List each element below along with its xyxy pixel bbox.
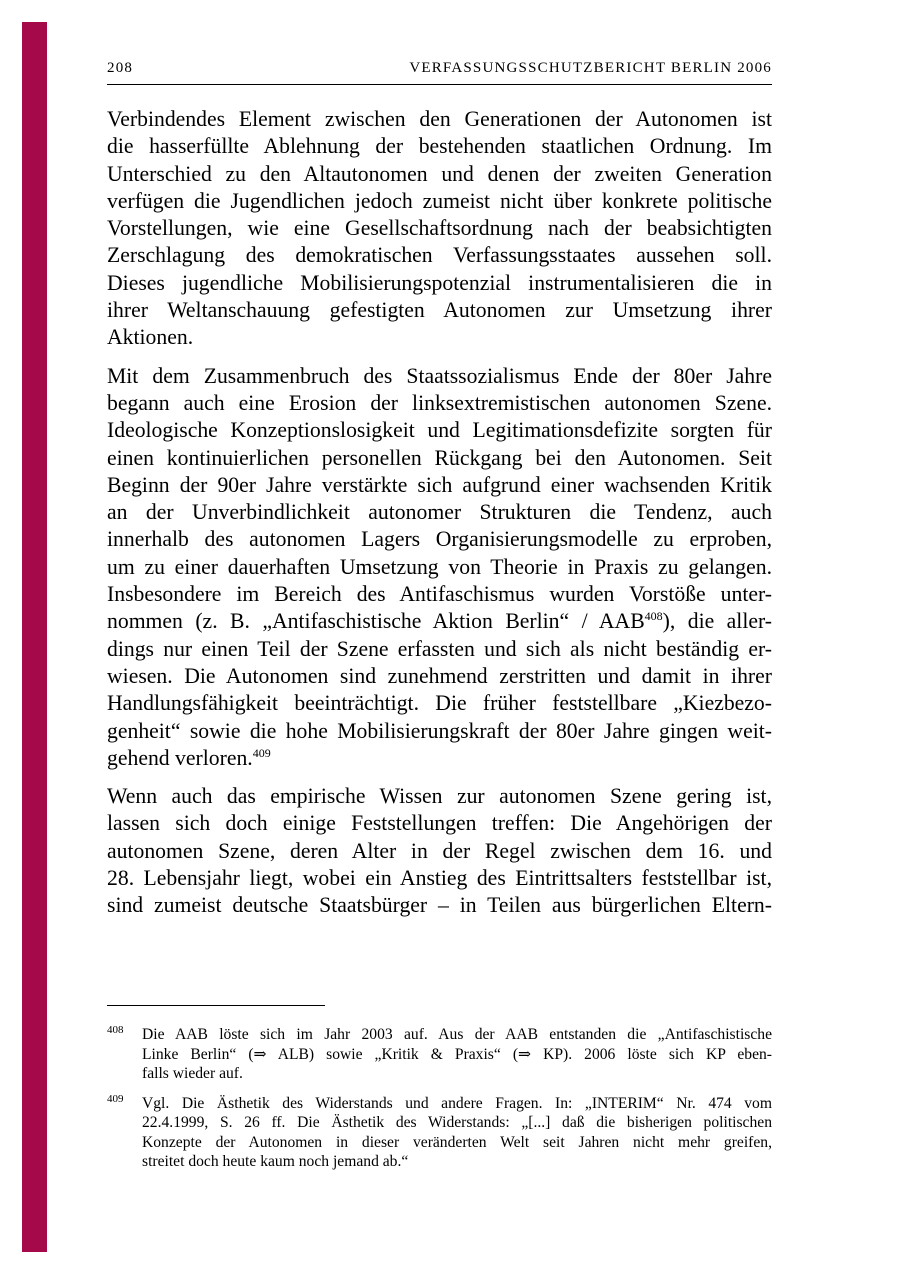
header-title: VERFASSUNGSSCHUTZBERICHT BERLIN 2006 [409, 60, 772, 76]
text-line: Mit dem Zusammenbruch des Staatssozialismus Ende der 80er Jahre [107, 363, 772, 388]
footnote-separator [107, 1005, 325, 1006]
text-line: um zu einer dauerhaften Umsetzung von Theorie in Praxis zu gelangen. [107, 554, 772, 579]
text-line [107, 608, 772, 635]
text-line: einen kontinuierlichen personellen Rückgang bei den Autonomen. Seit [107, 445, 772, 470]
text-line: Ideologische Konzeptionslosigkeit und Legitimationsdefizite sorgten für [107, 418, 772, 443]
text-line: ihrer Weltanschauung gefestigten Autonomen zur Umsetzung ihrer [107, 298, 772, 323]
paragraph-2 [107, 363, 772, 772]
text-line: sind zumeist deutsche Staatsbürger – in Teilen aus bürgerlichen Eltern- [107, 893, 772, 918]
text-line: lassen sich doch einige Feststellungen treffen: Die Angehörigen der [107, 811, 772, 836]
text-line: Verbindendes Element zwischen den Generationen der Autonomen ist [107, 107, 772, 131]
paragraph-3 [107, 783, 772, 919]
text-line: wiesen. Die Autonomen sind zunehmend zerstritten und damit in ihrer [107, 663, 772, 688]
footnote-ref-408: 408 [644, 609, 663, 624]
text-line: Unterschied zu den Altautonomen und denen der zweiten Generation [107, 161, 772, 186]
page-number: 208 [107, 60, 134, 76]
footnote-number: 409 [107, 1092, 124, 1105]
text-line: Beginn der 90er Jahre verstärkte sich aufgrund einer wachsenden Kritik [107, 472, 772, 497]
footnote-408 [107, 1025, 772, 1084]
header-rule [107, 84, 772, 85]
footnote-409 [107, 1094, 772, 1172]
footnote-number: 408 [107, 1024, 124, 1036]
body-text [107, 106, 772, 931]
text-segment: nommen (z. B. „Antifaschistische Aktion Berlin“ / AAB [107, 609, 645, 634]
text-line: an der Unverbindlichkeit autonomer Strukturen die Tendenz, auch [107, 500, 772, 525]
text-line: Handlungsfähigkeit beeinträchtigt. Die früher feststellbare „Kiezbezo- [107, 691, 772, 716]
text-line: Wenn auch das empirische Wissen zur autonomen Szene gering ist, [107, 784, 772, 809]
footnote-line: Konzepte der Autonomen in dieser veränderten Welt seit Jahren nicht mehr greifen, [142, 1133, 772, 1151]
text-line: Insbesondere im Bereich des Antifaschismus wurden Vorstöße unter- [107, 582, 772, 607]
chapter-color-bar [22, 22, 47, 1252]
text-line: 28. Lebensjahr liegt, wobei ein Anstieg des Eintrittsalters feststellbar ist, [107, 866, 772, 891]
footnote-line: 22.4.1999, S. 26 ff. Die Ästhetik des Widerstands: „[...] daß die bisherigen politischen [142, 1114, 772, 1131]
text-line: Dieses jugendliche Mobilisierungspotenzial instrumentalisieren die in [107, 270, 772, 295]
text-line: Vorstellungen, wie eine Gesellschaftsordnung nach der beabsichtigten [107, 216, 772, 241]
text-line: autonomen Szene, deren Alter in der Regel zwischen dem 16. und [107, 838, 772, 863]
text-line: genheit“ sowie die hohe Mobilisierungskraft der 80er Jahre gingen weit- [107, 718, 772, 743]
footnote-line: Die AAB löste sich im Jahr 2003 auf. Aus der AAB entstanden die „Antifaschistische [142, 1026, 772, 1043]
text-line: Zerschlagung des demokratischen Verfassungsstaates aussehen soll. [107, 243, 772, 268]
footnote-line: streitet doch heute kaum noch jemand ab.“ [142, 1153, 409, 1170]
text-line: innerhalb des autonomen Lagers Organisierungsmodelle zu erproben, [107, 527, 772, 552]
footnote-line: falls wieder auf. [142, 1065, 243, 1082]
footnotes [107, 1025, 772, 1182]
text-line [107, 745, 772, 772]
text-line: die hasserfüllte Ablehnung der bestehenden staatlichen Ordnung. Im [107, 134, 772, 159]
text-segment: gehend verloren. [107, 745, 253, 770]
text-line: begann auch eine Erosion der linksextremistischen autonomen Szene. [107, 390, 772, 415]
text-line: verfügen die Jugendlichen jedoch zumeist nicht über konkrete politische [107, 188, 772, 213]
text-segment: ), die aller- [662, 609, 772, 634]
text-line: dings nur einen Teil der Szene erfassten und sich als nicht beständig er- [107, 636, 772, 661]
text-line: Aktionen. [107, 325, 194, 350]
footnote-line: Linke Berlin“ (⇒ ALB) sowie „Kritik & Praxis“ (⇒ KP). 2006 löste sich KP eben- [142, 1045, 772, 1063]
paragraph-1 [107, 106, 772, 352]
footnote-line: Vgl. Die Ästhetik des Widerstands und andere Fragen. In: „INTERIM“ Nr. 474 vom [142, 1094, 772, 1112]
footnote-ref-409: 409 [252, 745, 271, 760]
